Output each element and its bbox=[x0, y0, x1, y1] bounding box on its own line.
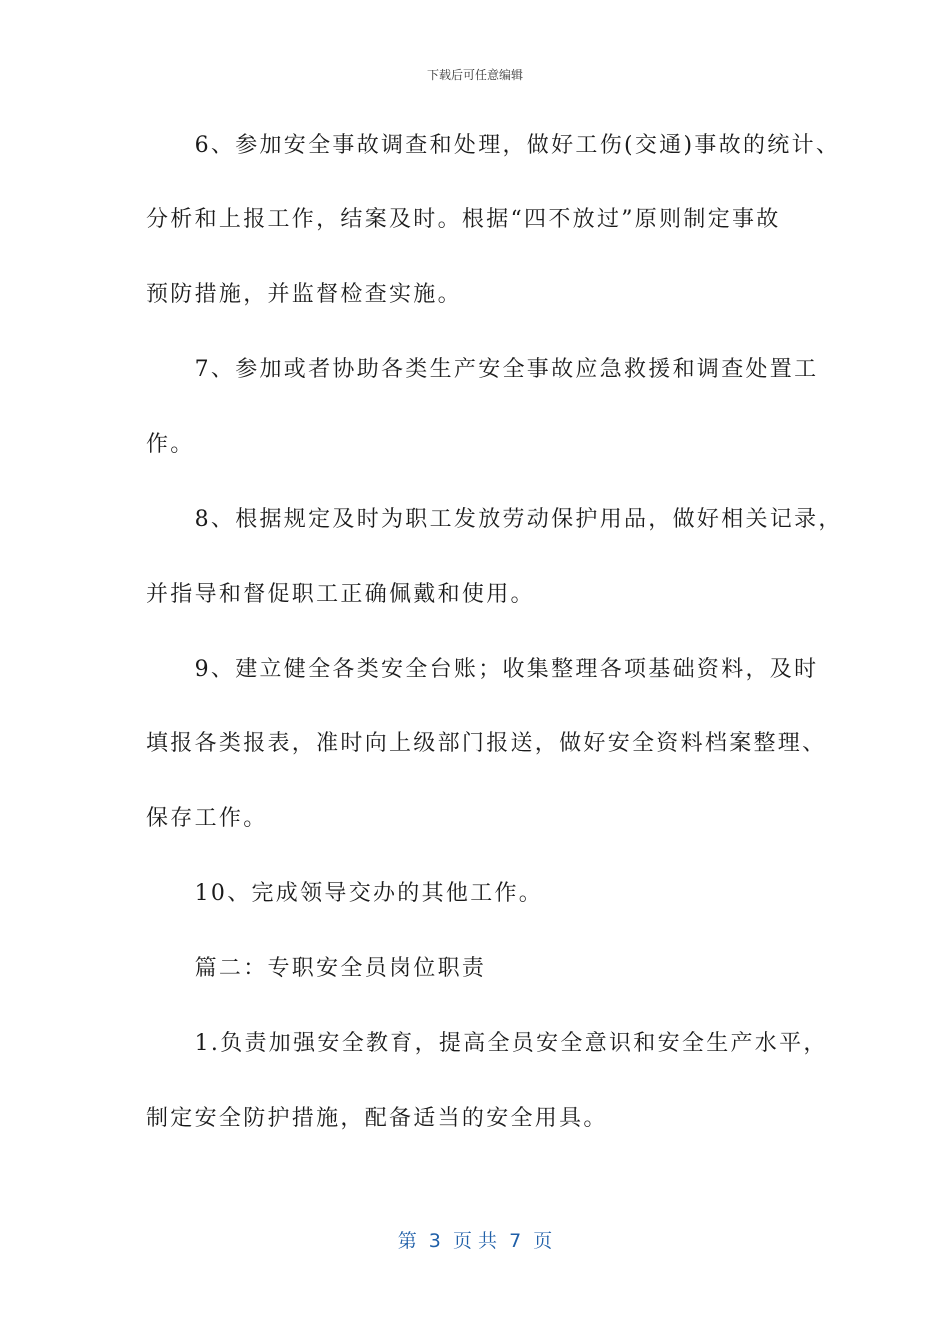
text-line: 作。 bbox=[146, 432, 195, 457]
text-line: 1.负责加强安全教育，提高全员安全意识和安全生产水平， bbox=[146, 1031, 828, 1056]
text-line: 填报各类报表，准时向上级部门报送，做好安全资料档案整理、 bbox=[146, 731, 827, 756]
text-line: 并指导和督促职工正确佩戴和使用。 bbox=[146, 582, 535, 607]
text-line: 9、建立健全各类安全台账；收集整理各项基础资料，及时 bbox=[146, 657, 819, 682]
text-line: 8、根据规定及时为职工发放劳动保护用品，做好相关记录， bbox=[146, 507, 843, 532]
text-line: 分析和上报工作，结案及时。根据“四不放过”原则制定事故 bbox=[146, 207, 781, 232]
section-heading: 篇二：专职安全员岗位职责 bbox=[146, 956, 487, 981]
page-header-note: 下载后可任意编辑 bbox=[426, 68, 523, 82]
page-number-footer: 第 3 页 共 7 页 bbox=[397, 1230, 553, 1252]
text-line: 6、参加安全事故调查和处理，做好工伤(交通)事故的统计、 bbox=[146, 133, 841, 158]
text-line: 7、参加或者协助各类生产安全事故应急救援和调查处置工 bbox=[146, 357, 819, 382]
text-line: 10、完成领导交办的其他工作。 bbox=[146, 881, 544, 906]
text-line: 保存工作。 bbox=[146, 806, 268, 831]
text-line: 制定安全防护措施，配备适当的安全用具。 bbox=[146, 1106, 608, 1131]
text-line: 预防措施，并监督检查实施。 bbox=[146, 282, 462, 307]
